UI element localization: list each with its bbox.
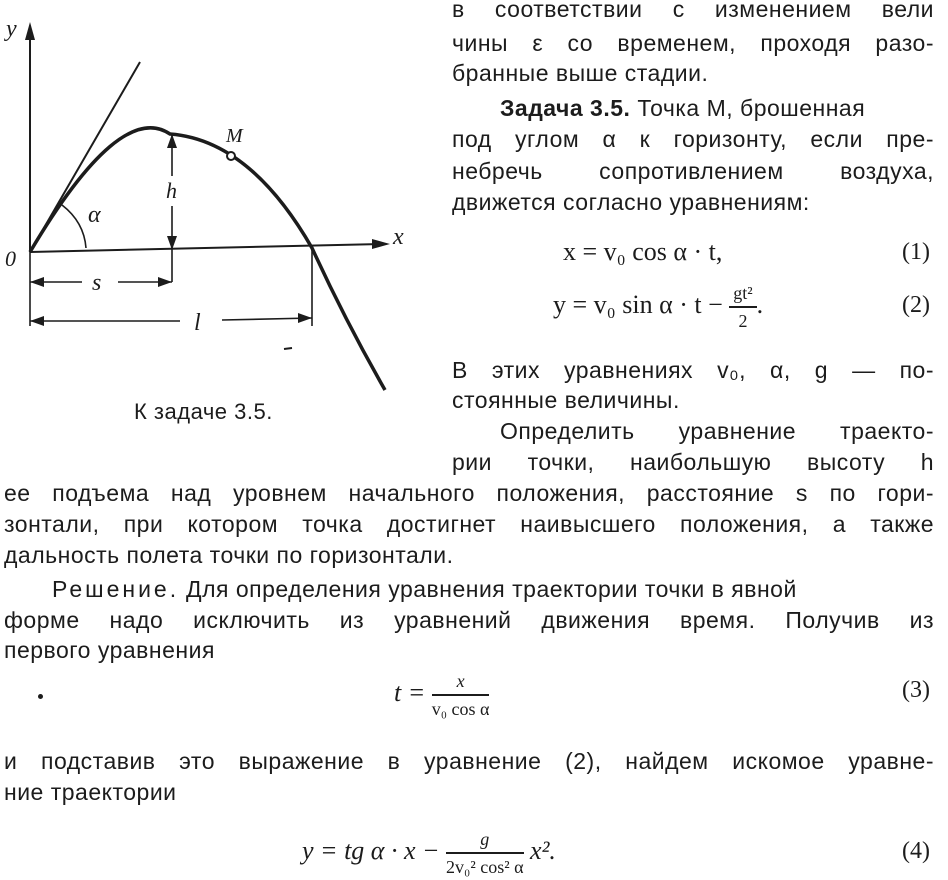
- equation-2-left: y = v₀ sin α · t −: [553, 289, 723, 319]
- equation-2-denominator: 2: [738, 311, 748, 331]
- figure-caption: К задаче 3.5.: [134, 399, 273, 424]
- equation-1-number: (1): [902, 239, 930, 265]
- solution-heading-line: [52, 574, 934, 604]
- text-line: бранные выше стадии.: [452, 60, 709, 86]
- x-axis: [30, 244, 382, 252]
- text-line: зонтали, при котором точка достигнет наивысшего положения, а также: [4, 511, 934, 537]
- label-x: x: [393, 224, 404, 250]
- text-line: движется согласно уравнениям:: [452, 189, 810, 215]
- equation-4-left: y = tg α · x −: [302, 835, 440, 865]
- equation-3-number: (3): [902, 677, 930, 703]
- text-line: ние траектории: [4, 779, 177, 805]
- label-alpha: α: [88, 202, 101, 228]
- equation-3-left: t =: [394, 677, 426, 707]
- label-m: M: [226, 125, 243, 147]
- task-label: Задача 3.5.: [500, 95, 631, 121]
- equation-4-right: x².: [530, 835, 556, 865]
- task-line-rest: Точка M, брошенная: [637, 95, 866, 121]
- equation-4: [302, 826, 556, 880]
- text-line: рии точки, наибольшую высоту h: [452, 449, 934, 475]
- y-axis-arrow-icon: [25, 22, 35, 40]
- text-line: под углом α к горизонту, если пре-: [452, 126, 934, 152]
- stray-dot: [38, 694, 43, 699]
- text-line: В этих уравнениях v₀, α, g — по-: [452, 357, 934, 383]
- equation-3: [394, 668, 489, 722]
- text-line: чины ε со временем, проходя разо-: [452, 30, 934, 56]
- solution-line-rest: Для определения уравнения траектории точки в явной: [186, 576, 797, 602]
- task-heading-line: [500, 93, 934, 123]
- text-line: ее подъема над уровнем начального положения, расстояние s по гори-: [4, 480, 934, 506]
- stray-mark: [284, 348, 292, 349]
- label-h: h: [166, 178, 177, 203]
- equation-4-numerator: g: [446, 826, 524, 854]
- solution-label: Решение.: [52, 576, 180, 602]
- s-arrow-left-icon: [30, 277, 44, 287]
- label-l: l: [194, 310, 201, 336]
- equation-3-fraction: [432, 668, 490, 722]
- label-s: s: [92, 270, 102, 296]
- s-arrow-right-icon: [158, 277, 172, 287]
- label-origin: 0: [5, 246, 16, 271]
- equation-2: [553, 280, 763, 334]
- equation-2-fraction: [729, 280, 756, 334]
- text-line: Определить уравнение траекто-: [500, 418, 934, 444]
- point-m-marker: [227, 152, 235, 160]
- equation-3-denominator: v₀ cos α: [431, 699, 490, 719]
- equation-1: x = v₀ cos α · t,: [563, 237, 723, 266]
- text-line: дальность полета точки по горизонтали.: [4, 542, 454, 568]
- equation-3-numerator: x: [432, 668, 490, 696]
- l-arrow-right-icon: [298, 313, 312, 323]
- text-line: стоянные величины.: [452, 387, 680, 413]
- equation-2-number: (2): [902, 292, 930, 318]
- trajectory-figure: [0, 0, 420, 400]
- equation-4-number: (4): [902, 838, 930, 864]
- equation-2-end: .: [756, 289, 764, 319]
- text-line: первого уравнения: [4, 637, 215, 663]
- label-y: y: [6, 16, 17, 42]
- text-line: и подставив это выражение в уравнение (2), найдем искомое уравне-: [4, 748, 934, 774]
- text-line: в соответствии с изменением вели: [452, 0, 934, 22]
- angle-arc: [62, 205, 86, 248]
- trajectory-curve: [30, 128, 385, 390]
- text-line: форме надо исключить из уравнений движения время. Получив из: [4, 607, 934, 633]
- x-axis-arrow-icon: [372, 239, 390, 249]
- equation-4-fraction: [446, 826, 524, 880]
- equation-4-denominator: 2v₀² cos² α: [446, 857, 524, 877]
- l-arrow-left-icon: [30, 316, 44, 326]
- equation-2-numerator: gt²: [729, 280, 756, 308]
- text-line: небречь сопротивлением воздуха,: [452, 158, 934, 184]
